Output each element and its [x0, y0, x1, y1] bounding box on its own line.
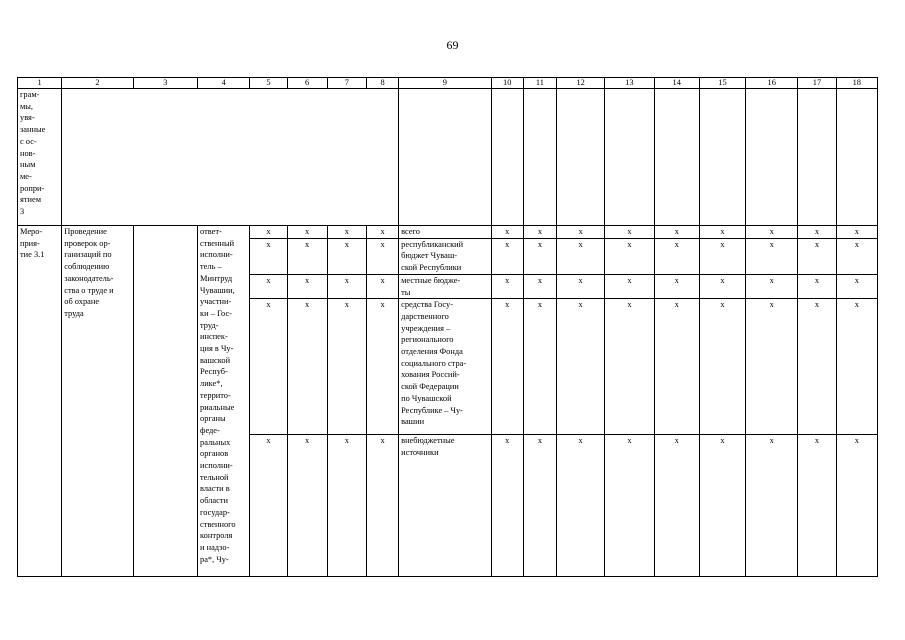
x-mark: х [746, 299, 798, 435]
column-number-15: 15 [699, 78, 745, 89]
column-number-7: 7 [327, 78, 366, 89]
blank-cell [699, 89, 745, 226]
blank-cell [523, 89, 556, 226]
x-mark: х [366, 226, 398, 239]
x-mark: х [491, 299, 523, 435]
column-number-13: 13 [605, 78, 654, 89]
x-mark: х [287, 238, 327, 274]
x-mark: х [327, 226, 366, 239]
blank-cell [557, 89, 605, 226]
x-mark: х [366, 299, 398, 435]
x-mark: х [699, 238, 745, 274]
blank-cell [133, 226, 197, 577]
x-mark: х [557, 226, 605, 239]
x-mark: х [699, 435, 745, 577]
x-mark: х [699, 299, 745, 435]
funding-body [18, 226, 878, 577]
x-mark: х [287, 299, 327, 435]
x-mark: х [287, 274, 327, 298]
x-mark: х [699, 274, 745, 298]
x-mark: х [366, 435, 398, 577]
x-mark: х [798, 274, 836, 298]
funding-source: республиканский бюджет Чуваш- ской Республики [399, 238, 492, 274]
x-mark: х [746, 238, 798, 274]
x-mark: х [250, 238, 287, 274]
x-mark: х [491, 238, 523, 274]
x-mark: х [523, 274, 556, 298]
x-mark: х [605, 226, 654, 239]
funding-row [18, 226, 878, 239]
column-number-14: 14 [654, 78, 699, 89]
x-mark: х [366, 238, 398, 274]
program-row [18, 89, 878, 226]
x-mark: х [250, 274, 287, 298]
x-mark: х [287, 435, 327, 577]
x-mark: х [327, 299, 366, 435]
x-mark: х [654, 299, 699, 435]
blank-cell [399, 89, 492, 226]
x-mark: х [654, 435, 699, 577]
column-number-3: 3 [133, 78, 197, 89]
x-mark: х [605, 299, 654, 435]
x-mark: х [836, 238, 877, 274]
x-mark: х [557, 299, 605, 435]
measure-executor: ответ- ственный исполни- тель – Минтруд Чувашии, участни- ки – Гос- труд- инспек- ция в Чу- вашской Респуб- лике*, террито- риальные органы феде- ральных органов исполни- тельной власти в области государ- ственного контроля и надзо- ра*, Чу- [198, 226, 250, 577]
x-mark: х [654, 238, 699, 274]
program-label-text: грам- мы, увя- занные с ос- нов- ным ме- ропри- ятием 3 [20, 90, 46, 217]
x-mark: х [327, 274, 366, 298]
program-table [17, 77, 878, 577]
column-number-2: 2 [62, 78, 133, 89]
column-number-12: 12 [557, 78, 605, 89]
blank-cell [746, 89, 798, 226]
page-number: 69 [446, 38, 459, 52]
funding-source: всего [399, 226, 492, 239]
blank-cell [491, 89, 523, 226]
x-mark: х [523, 238, 556, 274]
funding-source: местные бюдже- ты [399, 274, 492, 298]
x-mark: х [523, 435, 556, 577]
x-mark: х [605, 238, 654, 274]
column-number-5: 5 [250, 78, 287, 89]
x-mark: х [605, 274, 654, 298]
column-number-17: 17 [798, 78, 836, 89]
x-mark: х [366, 274, 398, 298]
header-row [18, 78, 878, 89]
x-mark: х [250, 299, 287, 435]
x-mark: х [654, 226, 699, 239]
x-mark: х [699, 226, 745, 239]
x-mark: х [836, 299, 877, 435]
blank-cell [654, 89, 699, 226]
x-mark: х [523, 226, 556, 239]
x-mark: х [250, 226, 287, 239]
blank-cell [798, 89, 836, 226]
x-mark: х [836, 435, 877, 577]
column-number-18: 18 [836, 78, 877, 89]
x-mark: х [654, 274, 699, 298]
x-mark: х [491, 226, 523, 239]
funding-source: внебюджетные источники [399, 435, 492, 577]
x-mark: х [327, 435, 366, 577]
x-mark: х [798, 238, 836, 274]
x-mark: х [836, 226, 877, 239]
column-number-10: 10 [491, 78, 523, 89]
x-mark: х [491, 435, 523, 577]
x-mark: х [605, 435, 654, 577]
blank-cell [62, 89, 399, 226]
column-number-16: 16 [746, 78, 798, 89]
column-number-9: 9 [399, 78, 492, 89]
x-mark: х [557, 238, 605, 274]
x-mark: х [327, 238, 366, 274]
x-mark: х [557, 274, 605, 298]
x-mark: х [287, 226, 327, 239]
funding-source: средства Госу- дарственного учреждения – регионального отделения Фонда социального стра- хования Россий- ской Федерации по Чувашской Республике – Чу- вашии [399, 299, 492, 435]
blank-cell [605, 89, 654, 226]
x-mark: х [746, 435, 798, 577]
x-mark: х [746, 274, 798, 298]
column-number-8: 8 [366, 78, 398, 89]
column-number-1: 1 [18, 78, 62, 89]
x-mark: х [523, 299, 556, 435]
measure-name: Проведение проверок ор- ганизаций по соблюдению законодатель- ства о труде и об охране труда [62, 226, 133, 577]
program-label [18, 89, 62, 226]
blank-cell [836, 89, 877, 226]
measure-id: Меро- прия- тие 3.1 [18, 226, 62, 577]
x-mark: х [798, 226, 836, 239]
column-number-11: 11 [523, 78, 556, 89]
column-number-6: 6 [287, 78, 327, 89]
x-mark: х [557, 435, 605, 577]
column-number-4: 4 [198, 78, 250, 89]
x-mark: х [836, 274, 877, 298]
x-mark: х [491, 274, 523, 298]
x-mark: х [798, 435, 836, 577]
x-mark: х [798, 299, 836, 435]
x-mark: х [250, 435, 287, 577]
x-mark: х [746, 226, 798, 239]
